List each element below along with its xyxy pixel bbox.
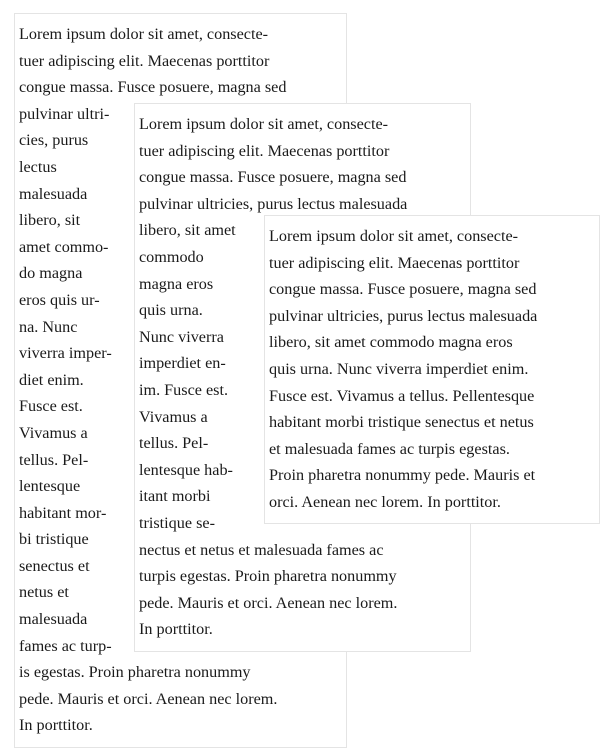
- text-line: amet commo-: [19, 237, 109, 256]
- text-line: commodo: [139, 247, 204, 266]
- text-line: lentesque: [19, 477, 81, 496]
- text-line: pede. Mauris et orci. Aenean nec lorem.: [19, 689, 278, 708]
- text-line: lentesque hab-: [139, 460, 233, 479]
- text-line: tellus. Pel-: [139, 434, 209, 453]
- text-line: Lorem ipsum dolor sit amet, consecte-: [269, 227, 519, 245]
- text-line: netus et: [19, 583, 69, 602]
- text-line: orci. Aenean nec lorem. In porttitor.: [269, 492, 501, 511]
- text-line: lectus: [19, 157, 57, 176]
- text-line: Vivamus a: [139, 407, 208, 426]
- text-line: tristique se-: [139, 513, 215, 532]
- text-line: tellus. Pel-: [19, 450, 89, 469]
- text-line: quis urna.: [139, 301, 203, 320]
- text-line: habitant morbi tristique senectus et netus: [269, 413, 534, 432]
- text-line: In porttitor.: [19, 716, 93, 735]
- text-line: nectus et netus et malesuada fames ac: [139, 540, 384, 559]
- text-line: quis urna. Nunc viverra imperdiet enim.: [269, 359, 529, 378]
- text-box-3: [264, 215, 600, 524]
- text-line: malesuada: [19, 610, 88, 629]
- text-line: imperdiet en-: [139, 354, 226, 373]
- text-line: pulvinar ultricies, purus lectus malesuada: [139, 194, 408, 213]
- text-line: et malesuada fames ac turpis egestas.: [269, 439, 510, 458]
- text-line: Nunc viverra: [139, 327, 224, 346]
- text-line: senectus et: [19, 556, 90, 575]
- text-line: Fusce est. Vivamus a tellus. Pellentesque: [269, 386, 535, 405]
- text-line: itant morbi: [139, 487, 211, 506]
- text-line: habitant mor-: [19, 503, 107, 522]
- text-line: congue massa. Fusce posuere, magna sed: [19, 78, 287, 97]
- text-line: pulvinar ultri-: [19, 104, 110, 123]
- text-line: do magna: [19, 264, 83, 283]
- text-line: eros quis ur-: [19, 290, 100, 309]
- text-line: Proin pharetra nonummy pede. Mauris et: [269, 466, 536, 485]
- text-line: Vivamus a: [19, 423, 88, 442]
- text-line: libero, sit: [19, 211, 81, 230]
- text-line: congue massa. Fusce posuere, magna sed: [139, 168, 407, 187]
- text-line: magna eros: [139, 274, 214, 293]
- text-line: Fusce est.: [19, 397, 83, 416]
- text-line: tuer adipiscing elit. Maecenas porttitor: [269, 253, 520, 272]
- text-line: tuer adipiscing elit. Maecenas porttitor: [19, 51, 270, 70]
- text-line: malesuada: [19, 184, 88, 203]
- text-line: congue massa. Fusce posuere, magna sed: [269, 280, 537, 299]
- text-line: im. Fusce est.: [139, 380, 229, 399]
- text-line: Lorem ipsum dolor sit amet, consecte-: [139, 115, 389, 133]
- text-line: bi tristique: [19, 530, 89, 549]
- text-line: fames ac turp-: [19, 636, 112, 655]
- text-line: turpis egestas. Proin pharetra nonummy: [139, 567, 397, 586]
- text-line: diet enim.: [19, 370, 84, 389]
- text-line: viverra imper-: [19, 344, 112, 363]
- text-line: In porttitor.: [139, 620, 213, 639]
- text-line: Lorem ipsum dolor sit amet, consecte-: [19, 25, 269, 43]
- text-line: cies, purus: [19, 131, 89, 150]
- text-line: tuer adipiscing elit. Maecenas porttitor: [139, 141, 390, 160]
- text-line: is egestas. Proin pharetra nonummy: [19, 663, 251, 682]
- text-line: na. Nunc: [19, 317, 78, 336]
- text-line: libero, sit amet: [139, 221, 236, 240]
- text-line: libero, sit amet commodo magna eros: [269, 333, 513, 352]
- text-line: pulvinar ultricies, purus lectus malesuada: [269, 306, 538, 325]
- text-line: pede. Mauris et orci. Aenean nec lorem.: [139, 593, 398, 612]
